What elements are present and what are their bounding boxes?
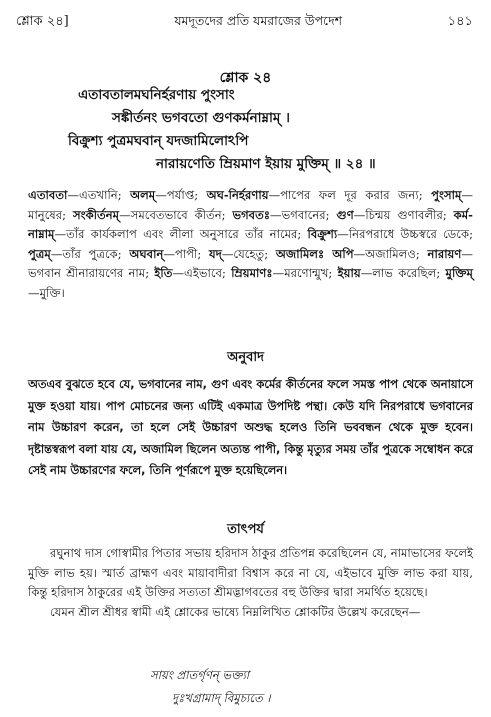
quote-line: সায়ং প্রাতর্গৃণন্ ভক্ত্যা [150,668,250,682]
synonym-meaning: —নিরপরাধে উচ্চস্বরে ডেকে; [337,227,473,241]
synonym-term: বিক্রুশ্য [307,227,338,241]
synonym-meaning: —তাঁর কার্যকলাপ এবং লীলা অনুসারে তাঁর নামের; [54,227,308,241]
verse-line: সঙ্কীর্তনং ভগবতো গুণকর্মনাম্নাম্ । [112,110,290,126]
translation-title: অনুবাদ [227,350,264,365]
synonym-meaning: —এইভাবে; [172,266,232,280]
synonym-meaning: —ভগবান শ্রীনারায়ণের নাম; [28,246,473,280]
verse-line: এতাবতালমঘনির্হরণায় পুংসাং [78,87,235,103]
running-header [16,12,473,32]
quoted-verse [150,664,271,710]
synonym-term: মুক্তিম্ [445,266,473,280]
page-number: ১৪১ [447,14,473,29]
translation-text: অতএব বুঝতে হবে যে, ভগবানের নাম, গুণ এবং কর্মের কীর্তনের ফলে সমস্ত পাপ থেকে অনায়াসে মুক্ত হওয়া যায়। পাপ মোচনের জন্য এটিই একমাত্র উপদিষ্ট পন্থা। কেউ যদি নিরপরাধে ভগবানের নাম উচ্চারণ করেন, তা হলে সেই উচ্চারণ অশুদ্ধ হলেও তিনি ভববন্ধন থেকে মুক্ত হবেন। দৃষ্টান্তস্বরূপ বলা যায় যে, অজামিল ছিলেন অত্যন্ত পাপী, কিন্তু মৃত্যুর সময় তাঁর পুত্রকে সম্বোধন করে সেই নাম উচ্চারণের ফলে, তিনি পূর্ণরূপে মুক্ত হয়েছিলেন। [28,377,473,477]
synonym-meaning: —যেহেতু; [221,246,276,261]
header-verse-ref: শ্লোক ২৪] [16,14,69,29]
synonym-term: পুত্রম্ [28,246,51,261]
synonym-meaning: —পাপী; [163,246,210,261]
synonym-meaning: —অজামিলও; [353,246,428,261]
verse-heading: শ্লোক ২৪ [219,70,272,86]
synonym-meaning: —ভগবানের; [270,207,337,222]
synonym-term: অজামিলঃ অপি [275,246,354,261]
synonym-term: কর্ম-নাম্নাম্ [28,207,473,241]
synonym-meaning: —এতখানি; [67,188,131,202]
synonym-meaning: —পাপের ফল দূর করার জন্য; [268,188,432,202]
synonym-term: সংকীর্তনম্ [72,207,120,222]
synonym-term: ইতি [154,266,173,280]
synonym-meaning: —লাভ করেছিল; [360,266,446,280]
purport-title: তাৎপর্য [227,522,264,537]
synonym-meaning: —মানুষের; [28,188,474,222]
synonym-term: অঘ-নির্হরণায় [206,188,269,202]
synonym-meaning: —মরণোন্মুখ; [272,266,338,280]
synonym-term: যদ্ [209,246,222,261]
verse-line: বিক্রুশ্য পুত্রমঘবান্ যদজামিলোঽপি [68,133,249,149]
purport-paragraph: রঘুনাথ দাস গোস্বামীর পিতার সভায় হরিদাস ঠাকুর প্রতিপন্ন করেছিলেন যে, নামাভাসের ফলেই মুক্তি লাভ হয়। স্মার্ত ব্রাহ্মণ এবং মায়াবাদীরা বিশ্বাস করে না যে, এইভাবে মুক্তি লাভ করা যায়, কিন্তু হরিদাস ঠাকুরের এই উক্তির সত্যতা শ্রীমদ্ভাগবতের বহু উক্তির দ্বারা সমর্থিত হয়েছে। [28,546,473,599]
purport-body [28,544,473,622]
synonym-term: এতাবতা [28,188,68,202]
sanskrit-verse [60,84,441,176]
synonym-term: ম্রিয়মাণঃ [231,266,273,280]
synonym-meaning: —পর্যাপ্ত; [155,188,207,202]
synonym-meaning: —সমবেতভাবে কীর্তন; [119,207,233,222]
synonym-term: নারায়ণ [427,246,462,261]
header-chapter-title: যমদূতদের প্রতি যমরাজের উপদেশ [174,13,343,28]
synonym-meaning: —চিন্ময় গুণাবলীর; [353,207,454,222]
synonym-term: অঘবান্ [129,246,164,261]
verse-line: নারায়ণেতি ম্রিয়মাণ ইয়ায় মুক্তিম্ ॥ ২৪ ॥ [156,156,376,172]
synonym-meaning: —মুক্তি। [28,285,65,300]
synonym-term: গুণ [336,207,354,222]
synonym-term: পুংসাম্ [431,188,462,202]
synonym-meaning: —তাঁর পুত্রকে; [50,246,130,261]
purport-paragraph: যেমন শ্রীল শ্রীধর স্বামী এই শ্লোকের ভাষ্যে নিম্নলিখিত শ্লোকটির উল্লেখ করেছেন— [50,604,421,619]
quote-line: দুঃখগ্রামাদ্ বিমুচ্যতে । [172,691,271,705]
synonym-term: ভগবতঃ [232,207,271,222]
synonym-term: অলম্ [130,188,156,202]
synonym-term: ইয়ায় [337,266,361,280]
word-for-word-synonyms [28,186,473,303]
